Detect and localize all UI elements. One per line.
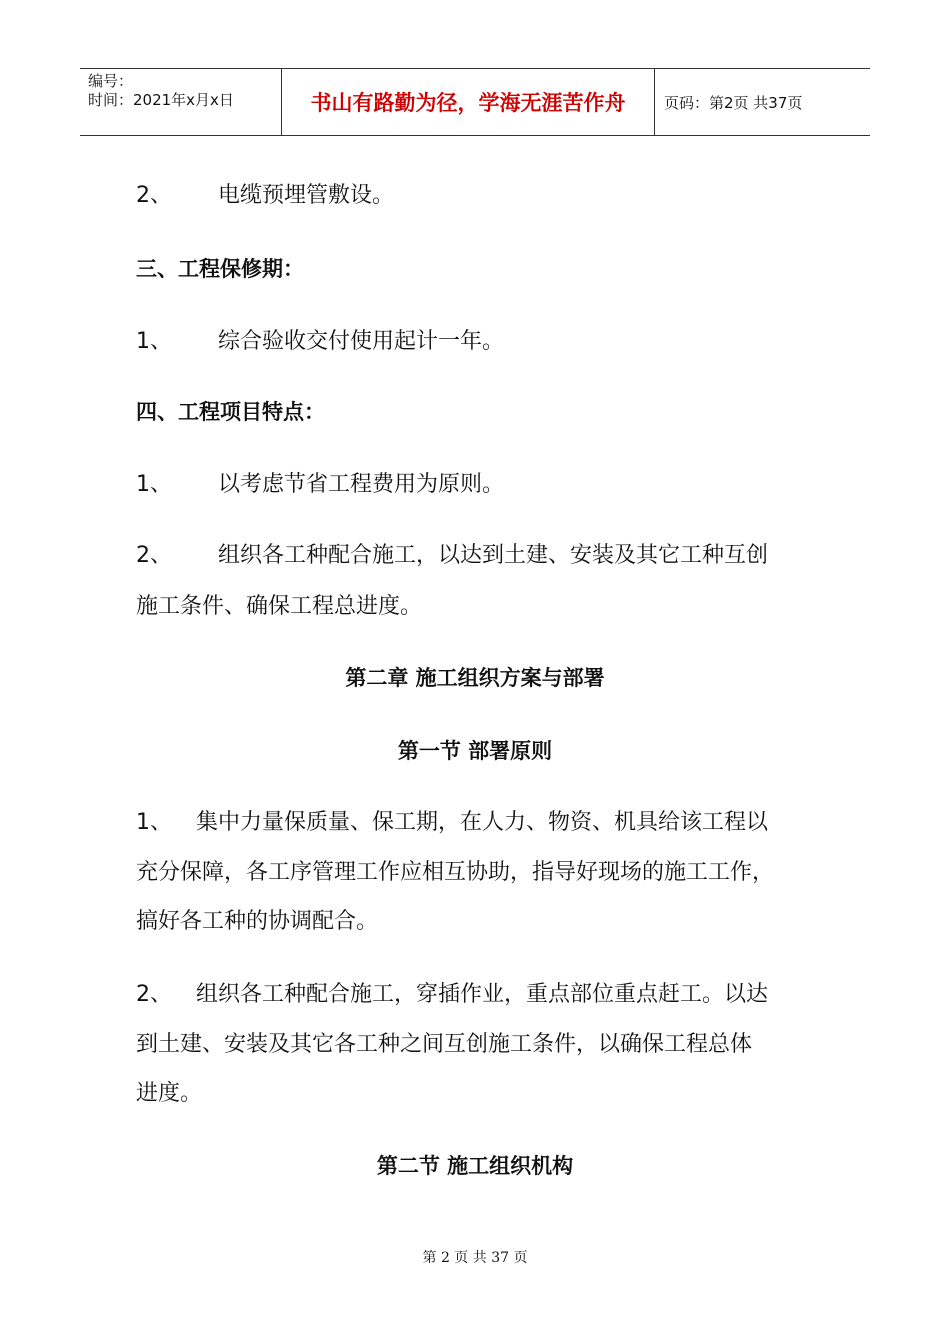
paragraph-item: 1、 集中力量保质量、保工期，在人力、物资、机具给该工程以 — [136, 810, 769, 835]
paragraph-text: 组织各工种配合施工，穿插作业，重点部位重点赶工。以达 — [196, 982, 769, 1007]
paragraph-item: 1、 综合验收交付使用起计一年。 — [136, 329, 505, 354]
chapter-title: 第二章 施工组织方案与部署 — [345, 666, 605, 690]
paragraph-text: 电缆预埋管敷设。 — [218, 183, 395, 208]
document-date: 时间：2021年x月x日 — [88, 91, 234, 109]
section-heading: 三、工程保修期： — [136, 257, 304, 281]
section-title: 第二节 施工组织机构 — [376, 1154, 574, 1178]
paragraph-text: 充分保障，各工序管理工作应相互协助，指导好现场的施工工作， — [136, 860, 775, 885]
paragraph-item: 1、 以考虑节省工程费用为原则。 — [136, 472, 505, 497]
paragraph-text: 搞好各工种的协调配合。 — [136, 909, 379, 934]
paragraph-item: 2、 组织各工种配合施工，以达到土建、安装及其它工种互创 — [136, 543, 769, 568]
paragraph-text: 综合验收交付使用起计一年。 — [218, 329, 505, 354]
paragraph-text: 集中力量保质量、保工期，在人力、物资、机具给该工程以 — [196, 810, 769, 835]
paragraph-text: 进度。 — [136, 1081, 203, 1106]
paragraph-text: 施工条件、确保工程总进度。 — [136, 594, 423, 619]
paragraph-text: 以考虑节省工程费用为原则。 — [218, 472, 505, 497]
header-page-number: 页码：第2页 共37页 — [664, 93, 803, 112]
header-divider — [654, 69, 655, 135]
section-heading: 四、工程项目特点： — [136, 400, 325, 424]
paragraph-text: 组织各工种配合施工，以达到土建、安装及其它工种互创 — [218, 543, 769, 568]
page-footer: 第 2 页 共 37 页 — [422, 1250, 528, 1266]
paragraph-item: 2、 组织各工种配合施工，穿插作业，重点部位重点赶工。以达 — [136, 982, 769, 1007]
section-title: 第一节 部署原则 — [397, 739, 553, 763]
document-code: 编号： — [88, 72, 134, 90]
paragraph-text: 到土建、安装及其它各工种之间互创施工条件，以确保工程总体 — [136, 1032, 753, 1057]
header-motto: 书山有路勤为径，学海无涯苦作舟 — [310, 91, 626, 115]
page-header — [80, 68, 870, 136]
paragraph-item: 2、 电缆预埋管敷设。 — [136, 183, 395, 208]
header-meta — [80, 69, 282, 135]
